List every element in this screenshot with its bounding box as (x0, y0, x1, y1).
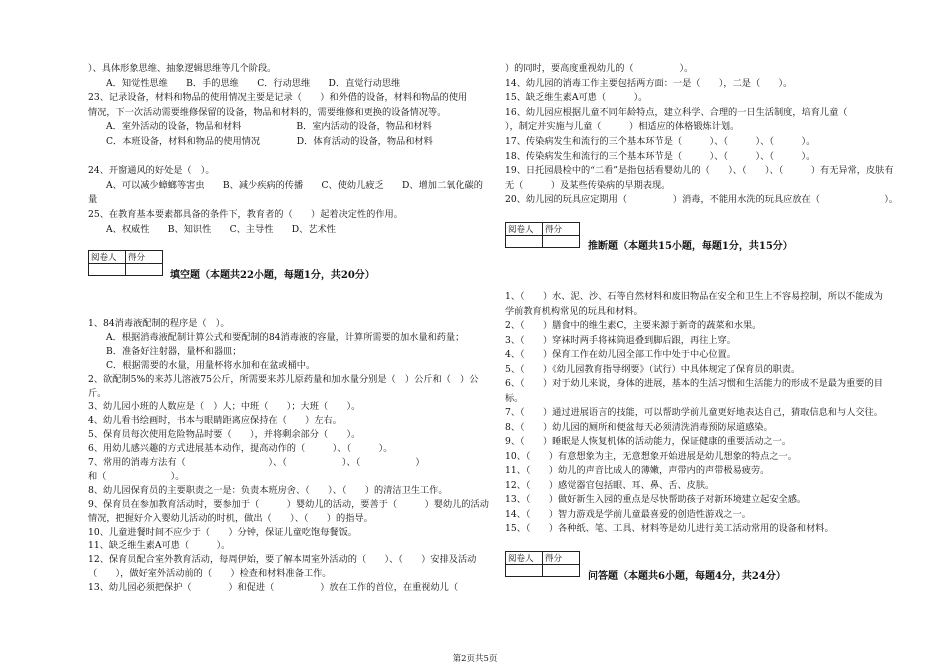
text-line: 情况，把握好介入婴幼儿活动的时机，做出（ ）、（ ）的指导。 (88, 512, 373, 524)
text-line: 3、（ ）穿袜时两手将袜筒退叠到脚后跟，再往上穿。 (505, 334, 736, 346)
text-line: 2、（ ）膳食中的维生素C，主要来源于新奇的蔬菜和水果。 (505, 320, 762, 331)
text-line: 9、保育员在参加教育活动时，要参加于（ ）婴幼儿的活动，要善于（ ）婴幼儿的活动 (88, 498, 489, 510)
text-line: 15、（ ）各种纸、笔、工具、材料等是幼儿进行美工活动常用的设备和材料。 (505, 523, 834, 534)
text-line: 1、84消毒液配制的程序是（ ）。 (88, 318, 230, 329)
text-line: 12、保育员配合室外教育活动，每周伊始，要了解本周室外活动的（ ）、（ ）安排及活动 (88, 554, 477, 566)
text-line: A．根据消毒液配制计算公式和要配制的84消毒液的容量，计算所需要的加水量和药量； (106, 331, 465, 343)
text-line: 4、（ ）保育工作在幼儿园全部工作中处于中心位置。 (505, 349, 736, 360)
text-line: 7、常用的消毒方法有（ ）、（ ）、（ ） (88, 457, 425, 468)
section-title-judge: 推断题（本题共15小题，每题1分，共15分） (588, 241, 793, 252)
text-line: 4、幼儿看书绘画时，书本与眼睛距离应保持在（ ）左右。 (88, 415, 342, 427)
text-line: 5、（ ）《幼儿园教育指导纲要》（试行）中具体规定了保育员的职责。 (505, 363, 801, 375)
page-footer: 第2页共5页 (452, 654, 498, 664)
text-line: ）的同时，要高度重视幼儿的（ ）。 (505, 63, 694, 74)
section-title-qa: 问答题（本题共6小题，每题4分，共24分） (588, 571, 786, 582)
text-line: A．室外活动的设备，物品和材料 B．室内活动的设备，物品和材料 (106, 121, 432, 133)
text-line: 情况，下一次活动需要维修保留的设备，物品和材料的，需要维修和更换的设备情况等。 (88, 106, 447, 118)
score-grader-cell (506, 565, 543, 577)
text-line: 18、传染病发生和流行的三个基本环节是（ ）、（ ）、（ ）。 (505, 150, 816, 162)
score-points-cell (126, 264, 163, 276)
text-line: 8、幼儿园保育员的主要职责之一是：负责本班房舍、（ ）、（ ）的清洁卫生工作。 (88, 484, 448, 496)
text-line: 14、（ ）智力游戏是学前儿童最喜爱的创造性游戏之一。 (505, 508, 751, 520)
score-points-cell (543, 565, 580, 577)
text-line: 和（ ）。 (88, 470, 185, 482)
text-line: C．本班设备，材料和物品的使用情况 D．体育活动的设备，物品和材料 (106, 136, 433, 147)
score-points-label: 得分 (543, 552, 580, 565)
section-title-fill: 填空题（本题共22小题，每题1分，共20分） (170, 270, 375, 281)
text-line: （ ），做好室外活动前的（ ）检查和材料准备工作。 (88, 568, 332, 580)
text-line: 14、幼儿园的消毒工作主要包括两方面：一是（ ），二是（ ）。 (505, 77, 793, 89)
text-line: 20、幼儿园的玩具应定期用（ ）消毒，不能用水洗的玩具应放在（ ）。 (505, 194, 898, 206)
text-line: 3、幼儿园小班的人数应是（ ）人；中班（ ）；大班（ ）。 (88, 401, 361, 413)
score-grader-cell (506, 236, 543, 248)
score-grader-label: 阅卷人 (89, 251, 126, 264)
text-line: 19、日托园晨检中的“二看”是指包括看婴幼儿的（ ）、（ ）、（ ）有无异常，皮肤有 (505, 165, 894, 177)
score-box-qa (505, 551, 580, 577)
text-line: 11、缺乏维生素A可患（ ）。 (88, 540, 231, 552)
text-line: 16、幼儿园应根据儿童不同年龄特点，建立科学、合理的一日生活制度，培育儿童（ (505, 106, 848, 118)
score-grader-label: 阅卷人 (506, 552, 543, 565)
text-line: 学前教育机构常见的玩具和材料。 (505, 305, 643, 317)
score-box-judge (505, 222, 580, 248)
text-line: A、可以减少蟑螂等害虫 B、减少疾病的传播 C、使幼儿疲乏 D、增加二氧化碳的 (106, 179, 483, 191)
text-line: 7、（ ）通过进展语言的技能，可以帮助学前儿童更好地表达自己，猜取信息和与人交往。 (505, 407, 883, 418)
text-line: B．准备好注射器，量杯和器皿； (106, 345, 242, 357)
text-line: 标。 (505, 392, 524, 404)
text-line: A、权威性 B、知识性 C、主导性 D、艺术性 (106, 223, 336, 235)
text-line: ），制定并实施与儿童（ ）相适应的体格锻炼计划。 (505, 121, 740, 133)
score-points-label: 得分 (126, 251, 163, 264)
text-line: 17、传染病发生和流行的三个基本环节是（ ）、（ ）、（ ）。 (505, 136, 816, 147)
text-line: 5、保育员每次使用危险物品时要（ ），并将剩余部分（ ）。 (88, 429, 361, 441)
score-points-cell (543, 236, 580, 248)
text-line: ）、具体形象思维、抽象逻辑思维等几个阶段。 (88, 63, 277, 74)
text-line: 无（ ）及某些传染病的早期表现。 (505, 179, 671, 191)
text-line: 13、幼儿园必须把保护（ ）和促进（ ）放在工作的首位，在重视幼儿（ (88, 582, 459, 594)
score-points-label: 得分 (543, 223, 580, 236)
text-line: 15、缺乏维生素A可患（ ）。 (505, 92, 648, 104)
text-line: 24、开窗通风的好处是（ ）。 (88, 165, 215, 177)
text-line: 6、（ ）对于幼儿来说，身体的进展，基本的生活习惯和生活能力的形成不是最为重要的目 (505, 378, 883, 389)
text-line: A．知觉性思维 B．手的思维 C．行动思维 D．直觉行动思维 (106, 77, 401, 89)
text-line: 25、在教育基本要素都具备的条件下，教育者的（ ）起着决定性的作用。 (88, 209, 403, 220)
text-line: 量 (88, 194, 98, 206)
text-line: 8、（ ）幼儿园的厕所和便盆每天必须清洗消毒预防尿道感染。 (505, 421, 773, 433)
text-line: 13、（ ）做好新生入园的重点是尽快帮助孩子对新环境建立起安全感。 (505, 494, 807, 505)
text-line: 11、（ ）幼儿的声音比成人的薄嫩，声带内的声带极易疲劳。 (505, 465, 770, 476)
score-grader-label: 阅卷人 (506, 223, 543, 236)
text-line: 9、（ ）睡眠是人恢复机体的活动能力，保证健康的重要活动之一。 (505, 436, 792, 447)
text-line: 12、（ ）感觉器官包括眼、耳、鼻、舌、皮肤。 (505, 479, 715, 491)
score-grader-cell (89, 264, 126, 276)
text-line: 10、儿童进餐时间不应少于（ ）分钟，保证儿童吃饱每餐饭。 (88, 526, 357, 538)
text-line: C．根据需要的水量，用量杯将水加和在盆或桶中。 (106, 359, 316, 371)
text-line: 2、欲配制5%的来苏儿溶液75公斤，所需要来苏儿原药量和加水量分别是（ ）公斤和（ ）公 (88, 373, 479, 385)
text-line: 6、用幼儿感兴趣的方式进展基本动作，提高动作的（ ）、（ ）。 (88, 443, 393, 455)
text-line: 1、（ ）水、泥、沙、石等自然材料和废旧物品在安全和卫生上不容易控制，所以不能成为 (505, 291, 883, 302)
score-box-fill (88, 250, 163, 276)
text-line: 10、（ ）有意想象为主，无意想象开始进展是幼儿想象的特点之一。 (505, 450, 797, 462)
text-line: 斤。 (88, 387, 107, 399)
text-line: 23、记录设备，材料和物品的使用情况主要是记录（ ）和外借的设备，材料和物品的使用 (88, 92, 468, 104)
